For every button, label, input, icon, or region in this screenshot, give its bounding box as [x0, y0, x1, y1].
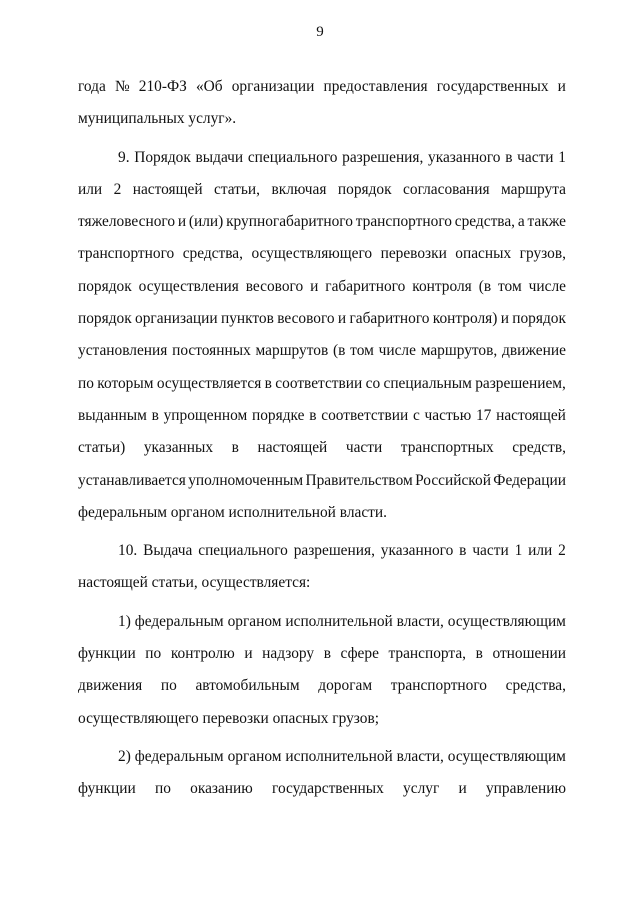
word: специального — [198, 542, 288, 560]
word: соответствии — [275, 374, 363, 392]
word: Правительством — [305, 471, 413, 489]
word: габаритного — [349, 310, 430, 328]
word: выдачи — [195, 148, 244, 166]
word: части — [517, 148, 554, 166]
paragraph-10-start — [78, 535, 566, 567]
text-line — [78, 303, 566, 335]
word: транспортного — [355, 213, 452, 231]
word: части — [472, 542, 509, 560]
word: транспорта, — [388, 645, 467, 663]
word: государственных — [436, 78, 549, 95]
word: управлению — [485, 780, 566, 798]
word: грузов, — [519, 245, 566, 263]
word: специального — [247, 148, 338, 166]
word: и — [244, 645, 253, 663]
word: осуществления — [138, 277, 239, 295]
word: том — [350, 342, 374, 360]
word: отношении — [492, 645, 566, 663]
list-item-1-start — [78, 606, 566, 638]
word: органом — [227, 612, 282, 630]
word: а — [517, 213, 525, 231]
word: Федерации — [493, 471, 566, 489]
word: транспортного — [390, 677, 487, 695]
word: «Об — [195, 78, 223, 95]
word: движение — [502, 342, 566, 360]
word: государственных — [272, 780, 384, 798]
word: настоящей — [132, 180, 203, 198]
word: 1 — [558, 148, 566, 166]
word: функции — [78, 780, 136, 798]
word: федеральным — [134, 747, 224, 765]
word: власти, — [396, 612, 444, 630]
word: указанных — [143, 439, 214, 457]
word: указанного — [428, 148, 501, 166]
word: Порядок — [134, 148, 191, 166]
word: автомобильным — [195, 677, 300, 695]
word: власти, — [396, 747, 444, 765]
word: настоящей статьи, осуществляется: — [78, 574, 311, 592]
word: габаритного — [325, 277, 406, 295]
word: порядок — [512, 310, 566, 328]
word: в — [231, 439, 239, 457]
word: Российской — [415, 471, 491, 489]
word: пунктов — [220, 310, 274, 328]
word: 17 — [475, 406, 492, 424]
word: дорогам — [318, 677, 373, 695]
word: движения — [78, 677, 143, 695]
word: статьи, — [214, 180, 261, 198]
word: 2) — [118, 747, 131, 765]
word: (в — [478, 277, 492, 295]
word: осуществляющего перевозки опасных грузов; — [78, 709, 380, 727]
word: по — [160, 677, 177, 695]
word: федеральным органом исполнительной власти. — [78, 503, 387, 521]
text-line — [78, 497, 566, 529]
text-line — [78, 103, 566, 135]
word: (в — [333, 342, 346, 360]
word: по — [154, 780, 171, 798]
text-line — [78, 368, 566, 400]
word: осуществляется — [156, 374, 262, 392]
word: и — [557, 78, 566, 95]
word: федеральным — [134, 612, 224, 630]
word: по — [78, 374, 94, 392]
word: постоянных — [172, 342, 251, 360]
word: соответствии — [321, 406, 409, 424]
word: средства, — [505, 677, 566, 695]
word: по — [145, 645, 162, 663]
word: с — [412, 406, 420, 424]
word: 1) — [118, 612, 131, 630]
word: исполнительной — [285, 747, 393, 765]
text-line — [78, 670, 566, 702]
word: и — [337, 310, 347, 328]
word: в — [323, 645, 331, 663]
word: средства, — [454, 213, 516, 231]
word: предоставления — [323, 78, 428, 95]
word: № — [114, 78, 130, 95]
word: в — [459, 542, 467, 560]
word: осуществляющего — [251, 245, 373, 263]
word: числе — [378, 342, 416, 360]
word: или — [78, 180, 103, 198]
word: 2 — [113, 180, 122, 198]
word: весового — [245, 277, 304, 295]
word: указанного — [380, 542, 454, 560]
text-line — [78, 638, 566, 670]
text-line — [78, 703, 566, 735]
word: и — [500, 310, 509, 328]
word: со — [365, 374, 381, 392]
word: контролю — [170, 645, 235, 663]
word: устанавливается — [78, 471, 186, 489]
word: надзору — [262, 645, 315, 663]
word: и — [458, 780, 467, 798]
text-line — [78, 71, 566, 103]
word: муниципальных услуг». — [78, 110, 237, 128]
word: организации — [135, 310, 218, 328]
word: осуществляющим — [447, 747, 566, 765]
word: которым — [97, 374, 154, 392]
word: транспортного — [78, 245, 175, 263]
word: 1 — [514, 542, 523, 560]
word: числе — [528, 277, 566, 295]
word: разрешения, — [342, 148, 424, 166]
word: 10. — [118, 542, 138, 560]
word: порядке — [251, 406, 305, 424]
word: сфере — [340, 645, 379, 663]
word: и — [310, 277, 319, 295]
word: порядок — [78, 310, 132, 328]
word: в — [505, 148, 513, 166]
word: маршрутов, — [420, 342, 498, 360]
word: настоящей — [257, 439, 328, 457]
word: статьи) — [78, 439, 126, 457]
word: или — [528, 542, 553, 560]
word: в — [475, 645, 483, 663]
word: упрощенном — [163, 406, 248, 424]
word: разрешением, — [475, 374, 566, 392]
word: установления — [78, 342, 168, 360]
word: контроля) — [432, 310, 498, 328]
text-line — [78, 206, 566, 238]
word: частью — [424, 406, 472, 424]
word: включая — [271, 180, 327, 198]
word: органом — [227, 747, 282, 765]
word: в — [151, 406, 159, 424]
text-line — [78, 432, 566, 464]
word: (или) — [188, 213, 224, 231]
word: перевозки — [380, 245, 447, 263]
word: согласования — [403, 180, 490, 198]
word: года — [78, 78, 106, 95]
page-number: 9 — [316, 24, 324, 40]
word: маршрутов — [255, 342, 329, 360]
word: маршрута — [501, 180, 566, 198]
word: в — [309, 406, 317, 424]
word: Выдача — [143, 542, 193, 560]
word: в — [264, 374, 272, 392]
list-item-2-start — [78, 741, 566, 773]
word: тяжеловесного — [78, 213, 176, 231]
word: услуг — [403, 780, 440, 798]
document-body — [78, 71, 566, 806]
word: исполнительной — [285, 612, 393, 630]
word: части — [345, 439, 383, 457]
text-line — [78, 238, 566, 270]
word: 2 — [558, 542, 566, 560]
text-line — [78, 335, 566, 367]
word: транспортных — [400, 439, 494, 457]
text-line — [78, 271, 566, 303]
word: 9. — [118, 148, 130, 166]
word: порядок — [78, 277, 132, 295]
text-line — [78, 400, 566, 432]
word: порядок — [337, 180, 392, 198]
word: средства, — [182, 245, 243, 263]
word: разрешения, — [293, 542, 375, 560]
word: том — [498, 277, 522, 295]
word: весового — [277, 310, 335, 328]
word: настоящей — [496, 406, 566, 424]
text-line — [78, 465, 566, 497]
paragraph-9-start — [78, 142, 566, 174]
text-line — [78, 174, 566, 206]
word: средств, — [512, 439, 566, 457]
word: контроля — [412, 277, 472, 295]
word: оказанию — [190, 780, 253, 798]
text-line — [78, 773, 566, 805]
word: уполномоченным — [188, 471, 304, 489]
word: осуществляющим — [447, 612, 566, 630]
word: 210-ФЗ — [138, 78, 187, 95]
word: крупногабаритного — [226, 213, 353, 231]
word: функции — [78, 645, 136, 663]
text-line — [78, 567, 566, 599]
word: также — [527, 213, 566, 231]
word: специальным — [383, 374, 472, 392]
word: и — [177, 213, 187, 231]
word: опасных — [455, 245, 512, 263]
word: организации — [231, 78, 315, 95]
word: выданным — [78, 406, 147, 424]
